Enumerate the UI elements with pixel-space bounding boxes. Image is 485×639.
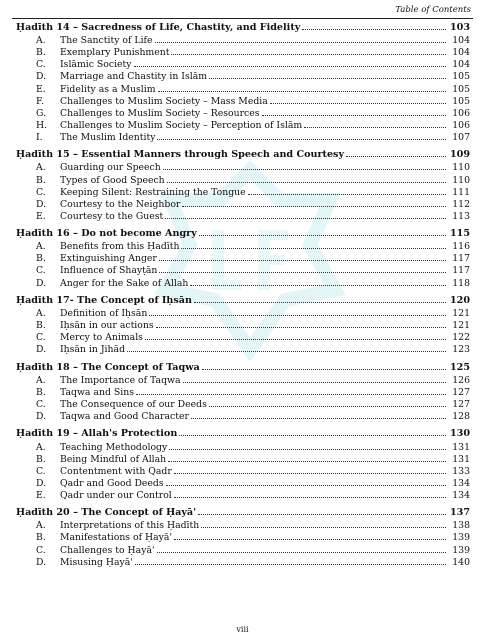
- section-title: Ḥadīth 19 – Allah's Protection: [16, 428, 178, 440]
- section-title: Ḥadīth 20 – The Concept of Ḥayā': [16, 507, 197, 519]
- toc-entry[interactable]: [16, 210, 470, 222]
- toc-entry[interactable]: [16, 477, 470, 489]
- dot-leader: [194, 294, 446, 303]
- dot-leader: [165, 210, 446, 219]
- dot-leader: [182, 198, 446, 207]
- toc-section: [16, 294, 470, 356]
- entry-title: Marriage and Chastity in Islām: [60, 71, 208, 83]
- entry-title: Challenges to Ḥayā': [60, 544, 155, 556]
- dot-leader: [201, 519, 446, 528]
- entry-title: Keeping Silent: Restraining the Tongue: [60, 186, 246, 198]
- toc-section: [16, 148, 470, 222]
- entry-letter: D.: [36, 411, 47, 423]
- entry-letter: C.: [36, 544, 46, 556]
- entry-title: Definition of Iḥsān: [60, 308, 148, 319]
- entry-title: Types of Good Speech: [60, 174, 165, 186]
- entry-title: Fidelity as a Muslim: [60, 83, 156, 95]
- entry-title: Courtesy to the Neighbor: [60, 198, 181, 210]
- toc-entry[interactable]: [16, 519, 470, 531]
- entry-page-number: 126: [452, 374, 470, 386]
- entry-title: Guarding our Speech: [60, 162, 161, 174]
- toc-entry[interactable]: [16, 319, 470, 331]
- toc-section-heading[interactable]: [16, 361, 470, 374]
- entry-page-number: 121: [452, 320, 470, 332]
- entry-page-number: 138: [452, 520, 470, 532]
- entry-letter: B.: [36, 47, 46, 59]
- toc-entry[interactable]: [16, 386, 470, 398]
- toc-entry[interactable]: [16, 531, 470, 543]
- entry-page-number: 118: [452, 277, 470, 289]
- dot-leader: [136, 386, 446, 395]
- dot-leader: [270, 95, 446, 104]
- toc-section-heading[interactable]: [16, 427, 470, 440]
- entry-title: Anger for the Sake of Allah: [60, 277, 189, 289]
- entry-letter: B.: [36, 320, 46, 332]
- toc-entry[interactable]: [16, 95, 470, 107]
- dot-leader: [155, 34, 447, 43]
- entry-title: Extinguishing Anger: [60, 253, 157, 265]
- toc-entry[interactable]: [16, 264, 470, 276]
- entry-letter: D.: [36, 71, 47, 83]
- entry-letter: D.: [36, 198, 47, 210]
- dot-leader: [134, 58, 446, 67]
- dot-leader: [174, 531, 446, 540]
- entry-letter: F.: [36, 95, 44, 107]
- entry-page-number: 110: [452, 174, 470, 186]
- entry-page-number: 134: [452, 477, 470, 489]
- entry-title: Challenges to Muslim Society – Perception of Islām: [60, 119, 303, 131]
- dot-leader: [181, 240, 446, 249]
- entry-page-number: 104: [452, 35, 470, 47]
- entry-title: Iḥsān in our actions: [60, 320, 154, 332]
- entry-letter: B.: [36, 253, 46, 265]
- entry-title: Contentment with Qadr: [60, 465, 172, 477]
- dot-leader: [174, 489, 446, 498]
- entry-page-number: 111: [452, 186, 470, 198]
- entry-page-number: 127: [452, 398, 470, 410]
- dot-leader: [166, 477, 446, 486]
- entry-letter: A.: [36, 520, 46, 532]
- entry-page-number: 133: [452, 465, 470, 477]
- entry-letter: C.: [36, 465, 46, 477]
- toc-entry[interactable]: [16, 119, 470, 131]
- dot-leader: [179, 427, 446, 436]
- toc-entry[interactable]: [16, 198, 470, 210]
- dot-leader: [157, 131, 446, 140]
- entry-title: Taqwa and Sins: [60, 386, 134, 398]
- entry-title: Mercy to Animals: [60, 332, 143, 344]
- toc-entry[interactable]: [16, 465, 470, 477]
- entry-letter: D.: [36, 556, 47, 568]
- dot-leader: [248, 186, 446, 195]
- toc-section-heading[interactable]: [16, 227, 470, 240]
- toc-entry[interactable]: [16, 161, 470, 173]
- entry-title: Teaching Methodology: [60, 441, 168, 453]
- dot-leader: [346, 148, 446, 157]
- entry-letter: A.: [36, 374, 46, 386]
- dot-leader: [159, 264, 446, 273]
- entry-page-number: 106: [452, 119, 470, 131]
- dot-leader: [159, 252, 446, 261]
- toc-section-heading[interactable]: [16, 294, 470, 307]
- toc-entry[interactable]: [16, 398, 470, 410]
- dot-leader: [149, 307, 446, 316]
- section-page-number: 120: [449, 294, 470, 306]
- entry-page-number: 131: [452, 453, 470, 465]
- toc-section-heading[interactable]: [16, 506, 470, 519]
- toc-section: [16, 427, 470, 501]
- entry-page-number: 105: [452, 83, 470, 95]
- entry-letter: B.: [36, 532, 46, 544]
- entry-letter: A.: [36, 241, 46, 253]
- toc-entry[interactable]: [16, 186, 470, 198]
- entry-letter: A.: [36, 441, 46, 453]
- toc-entry[interactable]: [16, 83, 470, 95]
- entry-page-number: 112: [452, 198, 470, 210]
- entry-letter: C.: [36, 265, 46, 277]
- entry-letter: G.: [36, 107, 47, 119]
- toc-entry[interactable]: [16, 489, 470, 501]
- entry-title: Courtesy to the Guest: [60, 210, 164, 222]
- toc-entry[interactable]: [16, 441, 470, 453]
- dot-leader: [156, 319, 446, 328]
- toc-entry[interactable]: [16, 174, 470, 186]
- toc-entry[interactable]: [16, 107, 470, 119]
- dot-leader: [168, 453, 446, 462]
- section-title: Ḥadīth 17- The Concept of Iḥsān: [16, 294, 192, 306]
- dot-leader: [158, 83, 446, 92]
- dot-leader: [262, 107, 446, 116]
- toc-entry[interactable]: [16, 307, 470, 319]
- entry-page-number: 121: [452, 308, 470, 319]
- toc-entry[interactable]: [16, 46, 470, 58]
- dot-leader: [198, 506, 446, 515]
- dot-leader: [202, 361, 446, 370]
- entry-letter: B.: [36, 386, 46, 398]
- entry-title: Manifestations of Ḥayā': [60, 532, 173, 544]
- entry-letter: C.: [36, 59, 46, 71]
- section-title: Ḥadīth 15 – Essential Manners through Speech and Courtesy: [16, 149, 345, 161]
- toc-section-heading[interactable]: [16, 21, 470, 34]
- toc-entry[interactable]: [16, 374, 470, 386]
- entry-page-number: 105: [452, 71, 470, 83]
- toc-entry[interactable]: [16, 556, 470, 568]
- entry-page-number: 140: [452, 556, 470, 568]
- dot-leader: [169, 441, 446, 450]
- dot-leader: [183, 374, 446, 383]
- section-page-number: 109: [449, 149, 470, 161]
- toc-entry[interactable]: [16, 544, 470, 556]
- toc-section-heading[interactable]: [16, 148, 470, 161]
- dot-leader: [135, 556, 446, 565]
- entry-letter: B.: [36, 453, 46, 465]
- entry-page-number: 104: [452, 47, 470, 59]
- entry-page-number: 139: [452, 532, 470, 544]
- dot-leader: [209, 398, 446, 407]
- entry-page-number: 123: [452, 344, 470, 356]
- entry-page-number: 104: [452, 59, 470, 71]
- dot-leader: [199, 227, 446, 236]
- header-rule: [12, 18, 473, 19]
- entry-title: Challenges to Muslim Society – Mass Media: [60, 95, 268, 107]
- running-head: Table of Contents: [395, 5, 471, 15]
- entry-title: Taqwa and Good Character: [60, 411, 189, 423]
- entry-title: Interpretations of this Ḥadīth: [60, 520, 200, 532]
- entry-page-number: 139: [452, 544, 470, 556]
- section-page-number: 130: [449, 428, 470, 440]
- entry-page-number: 127: [452, 386, 470, 398]
- entry-letter: D.: [36, 277, 47, 289]
- entry-letter: C.: [36, 332, 46, 344]
- entry-page-number: 131: [452, 441, 470, 453]
- entry-page-number: 134: [452, 489, 470, 501]
- entry-letter: B.: [36, 174, 46, 186]
- dot-leader: [302, 21, 446, 30]
- section-page-number: 125: [449, 361, 470, 373]
- entry-title: Iḥsān in Jihād: [60, 344, 126, 356]
- entry-title: Challenges to Muslim Society – Resources: [60, 107, 260, 119]
- dot-leader: [171, 46, 446, 55]
- entry-letter: C.: [36, 398, 46, 410]
- section-page-number: 137: [449, 507, 470, 519]
- entry-title: The Sanctity of Life: [60, 35, 153, 47]
- entry-letter: E.: [36, 83, 46, 95]
- entry-letter: A.: [36, 162, 46, 174]
- dot-leader: [163, 161, 446, 170]
- entry-letter: E.: [36, 210, 46, 222]
- dot-leader: [304, 119, 446, 128]
- entry-title: Being Mindful of Allah: [60, 453, 167, 465]
- entry-page-number: 117: [452, 265, 470, 277]
- dot-leader: [190, 277, 446, 286]
- entry-page-number: 107: [452, 131, 470, 143]
- section-title: Ḥadīth 16 – Do not become Angry: [16, 228, 197, 240]
- entry-title: Exemplary Punishment: [60, 47, 170, 59]
- toc-entry[interactable]: [16, 70, 470, 82]
- entry-letter: D.: [36, 477, 47, 489]
- entry-title: The Muslim Identity: [60, 131, 156, 143]
- toc-section: [16, 21, 470, 143]
- toc-entry[interactable]: [16, 331, 470, 343]
- toc-entry[interactable]: [16, 131, 470, 143]
- toc-section: [16, 361, 470, 423]
- toc-entry[interactable]: [16, 410, 470, 422]
- entry-letter: A.: [36, 35, 46, 47]
- entry-page-number: 110: [452, 162, 470, 174]
- toc-entry[interactable]: [16, 277, 470, 289]
- entry-letter: D.: [36, 344, 47, 356]
- entry-page-number: 128: [452, 411, 470, 423]
- entry-letter: H.: [36, 119, 48, 131]
- entry-letter: C.: [36, 186, 46, 198]
- dot-leader: [209, 70, 446, 79]
- section-title: Ḥadīth 14 – Sacredness of Life, Chastity, and Fidelity: [16, 22, 301, 33]
- section-title: Ḥadīth 18 – The Concept of Taqwa: [16, 361, 200, 373]
- toc-entry[interactable]: [16, 58, 470, 70]
- entry-title: Qadr under our Control: [60, 489, 172, 501]
- toc-entry[interactable]: [16, 453, 470, 465]
- dot-leader: [145, 331, 446, 340]
- entry-title: Benefits from this Ḥadīth: [60, 241, 180, 253]
- entry-title: Influence of Shayṭān: [60, 265, 158, 277]
- entry-title: The Importance of Taqwa: [60, 374, 181, 386]
- toc-entry[interactable]: [16, 34, 470, 46]
- entry-title: Islāmic Society: [60, 59, 132, 71]
- entry-page-number: 116: [452, 241, 470, 253]
- entry-letter: E.: [36, 489, 46, 501]
- toc-section: [16, 506, 470, 568]
- entry-title: Qadr and Good Deeds: [60, 477, 164, 489]
- entry-page-number: 106: [452, 107, 470, 119]
- section-page-number: 115: [449, 228, 470, 240]
- entry-page-number: 105: [452, 95, 470, 107]
- section-page-number: 103: [449, 22, 470, 33]
- toc-entry[interactable]: [16, 343, 470, 355]
- table-of-contents: [16, 21, 470, 573]
- toc-section: [16, 227, 470, 289]
- dot-leader: [127, 343, 446, 352]
- dot-leader: [174, 465, 446, 474]
- dot-leader: [167, 174, 446, 183]
- entry-page-number: 122: [452, 332, 470, 344]
- entry-title: Misusing Ḥayā': [60, 556, 133, 568]
- toc-entry[interactable]: [16, 252, 470, 264]
- entry-page-number: 117: [452, 253, 470, 265]
- dot-leader: [191, 410, 446, 419]
- page-number: viii: [236, 625, 249, 634]
- entry-letter: A.: [36, 308, 46, 319]
- toc-entry[interactable]: [16, 240, 470, 252]
- dot-leader: [157, 544, 446, 553]
- entry-letter: I.: [36, 131, 43, 143]
- entry-title: The Consequence of our Deeds: [60, 398, 207, 410]
- entry-page-number: 113: [452, 210, 470, 222]
